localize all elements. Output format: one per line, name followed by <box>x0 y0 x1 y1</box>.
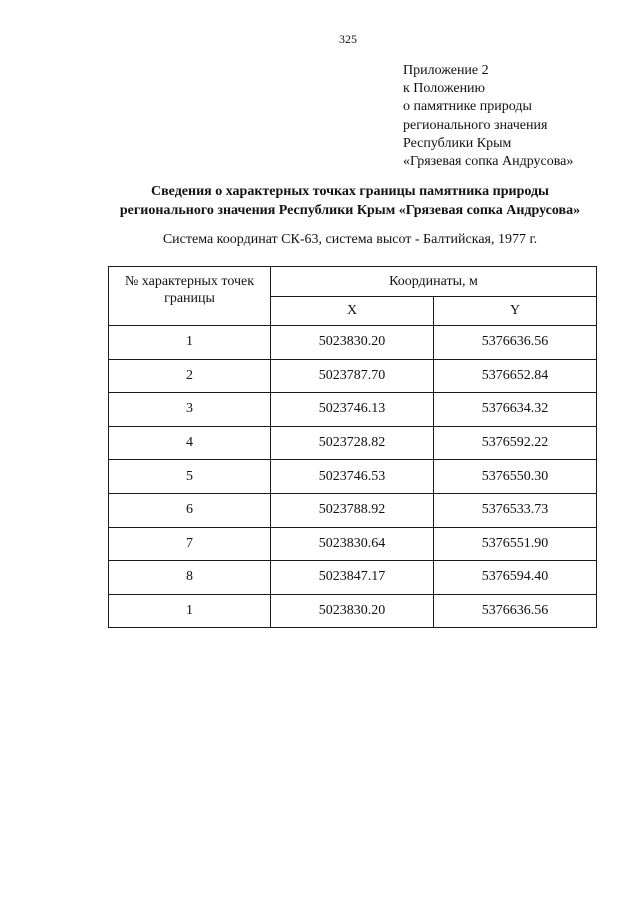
point-cell: 3 <box>109 393 271 427</box>
appendix-line: о памятнике природы <box>403 99 532 115</box>
point-cell: 7 <box>109 527 271 561</box>
y-cell: 5376592.22 <box>434 426 597 460</box>
x-cell: 5023728.82 <box>271 426 434 460</box>
appendix-line: регионального значения <box>403 117 548 133</box>
y-cell: 5376550.30 <box>434 460 597 494</box>
x-header: X <box>271 297 434 326</box>
point-cell: 8 <box>109 561 271 595</box>
table-row <box>109 527 597 561</box>
point-number-header: № характерных точек границы <box>109 267 271 326</box>
table-row <box>109 326 597 360</box>
y-cell: 5376594.40 <box>434 561 597 595</box>
y-cell: 5376634.32 <box>434 393 597 427</box>
coordinates-header: Координаты, м <box>271 267 597 297</box>
table-row <box>109 460 597 494</box>
page-number: 325 <box>339 32 357 46</box>
appendix-line: «Грязевая сопка Андрусова» <box>403 154 574 170</box>
appendix-line: Республики Крым <box>403 135 512 151</box>
table-row <box>109 359 597 393</box>
heading-line: Сведения о характерных точках границы памятника природы <box>151 184 549 199</box>
table-row <box>109 594 597 628</box>
x-cell: 5023830.20 <box>271 594 434 628</box>
y-cell: 5376533.73 <box>434 493 597 527</box>
appendix-line: Приложение 2 <box>403 63 489 78</box>
point-cell: 1 <box>109 594 271 628</box>
point-cell: 6 <box>109 493 271 527</box>
x-cell: 5023746.53 <box>271 460 434 494</box>
x-cell: 5023847.17 <box>271 561 434 595</box>
point-cell: 2 <box>109 359 271 393</box>
x-cell: 5023830.64 <box>271 527 434 561</box>
coordinates-table <box>108 266 597 628</box>
table-row <box>109 393 597 427</box>
x-cell: 5023787.70 <box>271 359 434 393</box>
y-cell: 5376551.90 <box>434 527 597 561</box>
heading-line: регионального значения Республики Крым «Грязевая сопка Андрусова» <box>119 203 581 218</box>
y-cell: 5376652.84 <box>434 359 597 393</box>
point-cell: 1 <box>109 326 271 360</box>
document-heading <box>60 182 640 220</box>
point-cell: 5 <box>109 460 271 494</box>
y-cell: 5376636.56 <box>434 326 597 360</box>
x-cell: 5023830.20 <box>271 326 434 360</box>
table-row <box>109 561 597 595</box>
table-row <box>109 426 597 460</box>
table-row <box>109 493 597 527</box>
point-cell: 4 <box>109 426 271 460</box>
x-cell: 5023788.92 <box>271 493 434 527</box>
appendix-line: к Положению <box>403 81 486 97</box>
y-header: Y <box>434 297 597 326</box>
coordinate-system-note: Система координат СК-63, система высот - Балтийская, 1977 г. <box>162 232 538 247</box>
x-cell: 5023746.13 <box>271 393 434 427</box>
y-cell: 5376636.56 <box>434 594 597 628</box>
appendix-block <box>403 62 633 171</box>
